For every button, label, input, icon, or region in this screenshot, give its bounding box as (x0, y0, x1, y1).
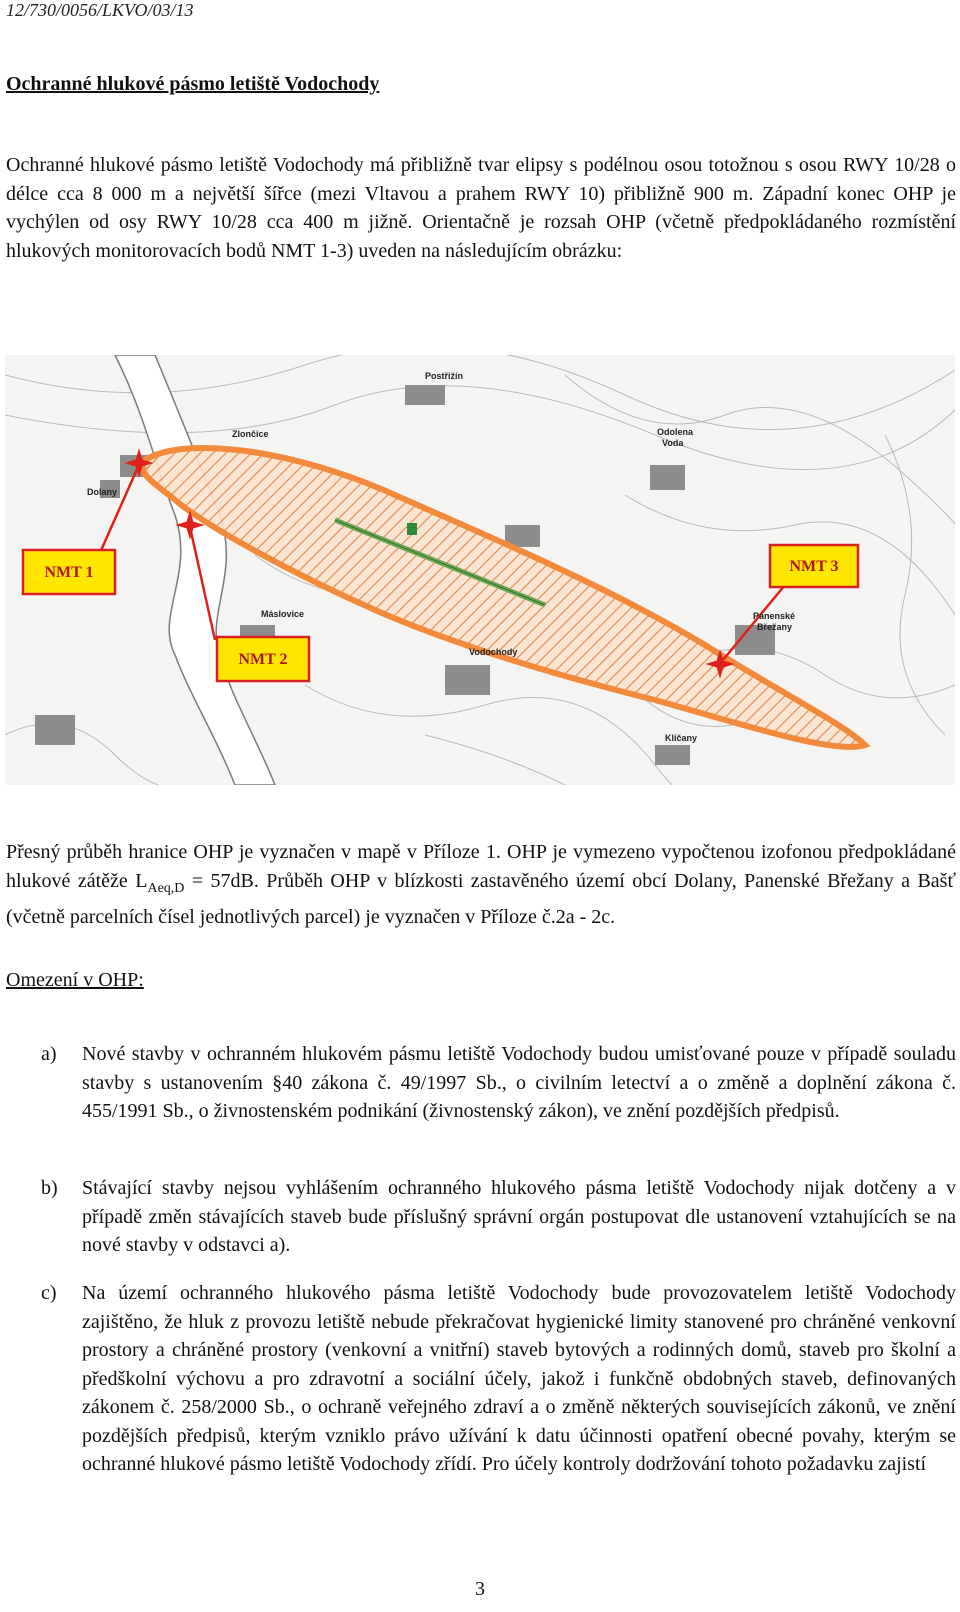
item-label: a) (41, 1043, 57, 1065)
place-panenske: Panenské (753, 611, 796, 621)
aircraft-stand (407, 523, 417, 535)
item-text: Nové stavby v ochranném hlukovém pásmu letiště Vodochody budou umisťované pouze v případě souladu stavby s ustanovením §40 zákona č. 49/1997 Sb., o civilním letectví a o změně a doplnění zákona č. 455/1991 Sb., o živnostenském podnikání (živnostenský zákon), ve znění pozdějších předpisů. (82, 1043, 956, 1122)
svg-text:NMT 2: NMT 2 (238, 651, 288, 668)
svg-text:NMT 3: NMT 3 (789, 558, 839, 575)
item-label: c) (41, 1282, 57, 1304)
item-label: b) (41, 1177, 58, 1199)
item-text: Stávající stavby nejsou vyhlášením ochranného hlukového pásma letiště Vodochody nijak dotčeny a v případě změn stávajících staveb bude příslušný správní orgán postupovat dle ustanovení vztahujících se na nové stavby v odstavci a). (82, 1177, 956, 1256)
place-postrizin: Postřižín (425, 371, 464, 381)
nmt2-label (217, 637, 309, 681)
noise-zone-map (5, 355, 955, 785)
boundary-text-after: = 57dB. Průběh OHP v blízkosti zastavěného území obcí Dolany, Panenské Břežany a Bašť (včetně parcelních čísel jednotlivých parcel) je vyznačen v Příloze č.2a - 2c. (6, 869, 956, 928)
place-klicany: Klíčany (665, 733, 698, 743)
place-odolena: Odolena (657, 427, 694, 437)
place-brezany: Břežany (757, 622, 793, 632)
place-voda: Voda (662, 438, 684, 448)
place-dolany: Dolany (87, 487, 118, 497)
boundary-text-before: Přesný průběh hranice OHP je vyznačen v mapě v Příloze 1. OHP je vymezeno vypočtenou izofonou předpokládané hlukové zátěže L (6, 841, 956, 892)
boundary-text-subscript: Aeq,D (147, 880, 185, 896)
nmt3-label (770, 545, 858, 587)
place-maslovice: Máslovice (261, 609, 305, 619)
place-zlončice: Zlončice (232, 429, 269, 439)
place-vodochody: Vodochody (469, 647, 518, 657)
intro-paragraph: Ochranné hlukové pásmo letiště Vodochody má přibližně tvar elipsy s podélnou osou totožnou s osou RWY 10/28 o délce cca 8 000 m a největší šířce (mezi Vltavou a prahem RWY 10) přibližně 900 m. Západní konec OHP je vychýlen od osy RWY 10/28 cca 400 m jižně. Orientačně je rozsah OHP (včetně předpokládaného rozmístění hlukových monitorovacích bodů NMT 1-3) uveden na následujícím obrázku: (6, 154, 956, 262)
svg-text:NMT 1: NMT 1 (44, 564, 94, 581)
page-number: 3 (475, 1578, 485, 1600)
restrictions-heading: Omezení v OHP: (6, 969, 144, 991)
page-title: Ochranné hlukové pásmo letiště Vodochody (6, 73, 380, 95)
boundary-paragraph (6, 838, 956, 932)
item-text: Na území ochranného hlukového pásma letiště Vodochody bude provozovatelem letiště Vodochody zajištěno, že hluk z provozu letiště nebude překračovat hygienické limity stanovené pro chráněné venkovní prostory a chráněné prostory (venkovní a vnitřní) staveb bytových a rodinných domů, staveb pro školní a předškolní výchovu a pro zdravotní a sociální účely, jakož i funkčně obdobných staveb, definovaných zákonem č. 258/2000 Sb., o ochraně veřejného zdraví a o změně některých souvisejících zákonů, ve znění pozdějších předpisů, kterým vzniklo právo užívání k datu účinnosti opatření obecné povahy, kterým se ochranné hlukové pásmo letiště Vodochody zřídí. Pro účely kontroly dodržování tohoto požadavku zajistí (82, 1282, 956, 1475)
document-reference: 12/730/0056/LKVO/03/13 (6, 0, 194, 20)
nmt1-label (23, 550, 115, 594)
